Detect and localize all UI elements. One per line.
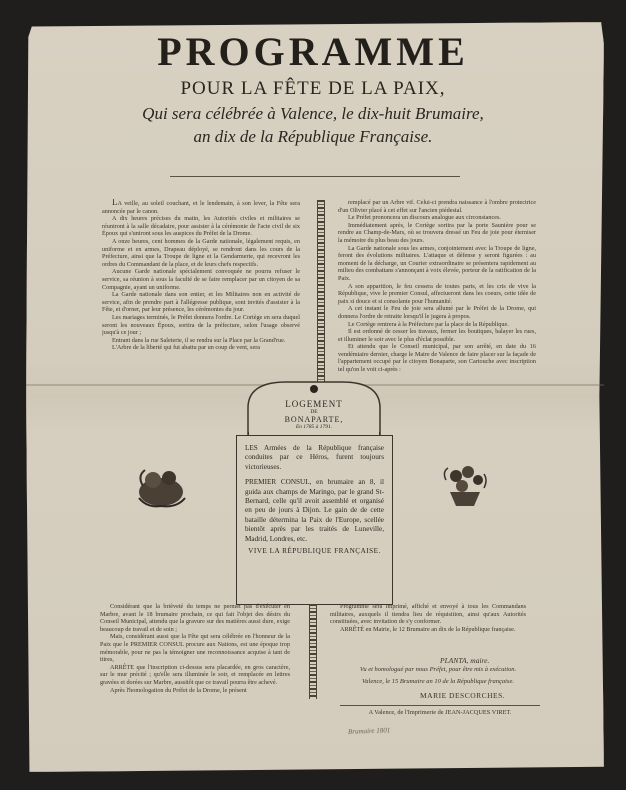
paragraph: Programme sera imprimé, affiché et envoyé à tous les Commandans militaires, auxquels il tiendra lieu de réquisition, ainsi qu'aux Autorités constituées, avec invitation de s'y conformer. xyxy=(330,603,526,626)
column-ornament xyxy=(309,604,317,699)
top-left-column xyxy=(102,199,300,389)
inscription-paragraph: LES Armées de la République française conduites par ce Héros, furent toujours victorieuses. xyxy=(245,444,384,471)
cherub-vignette-icon xyxy=(133,462,189,512)
inscription-motto: VIVE LA RÉPUBLIQUE FRANÇAISE. xyxy=(248,547,381,556)
paragraph: La Garde nationale sous les armes, conjointement avec la Troupe de ligne, feront des évolutions militaires. L'attaque et défense y seront figurées : au moment de la décharge, un Courier extraordinaire se présentera rapidement au milieu des combattans s'annonçant à voix élevée, porteur de la ratification de la Paix. xyxy=(338,244,536,282)
tablet-line-3: BONAPARTE, xyxy=(284,415,344,424)
paragraph: A son apparition, le feu cessera de toutes parts, et les cris de vive la République, vive le premier Consul, affectueront dans les coeurs, cette idée de paix si douce et si consolante pour l'humanité. xyxy=(338,282,536,305)
imprint-rule xyxy=(340,705,540,706)
tablet-line-1: LOGEMENT xyxy=(285,399,343,409)
paragraph: Le Cortège rentrera à la Préfecture par la place de la République. xyxy=(348,320,509,328)
mayor-signature: PLANTA, maire. xyxy=(440,656,490,665)
pencil-annotation: Brumaire 1801 xyxy=(347,726,391,736)
paragraph: Entrant dans la rue Saleterie, il se rendra sur la Place par la Grand'rue. xyxy=(112,336,286,344)
paragraph: Aucune Garde nationale spécialement convoquée ne pourra refuser le service, sa réunion à sous la faculté de se faire remplacer par un citoyen de sa Compagnie, ayant un uniforme. xyxy=(102,268,300,291)
paragraph: ARRÊTE que l'inscription ci-dessus sera placardée, en gros caractère, sur le mur précité ; qu'elle sera illuminée le soir, et remplacée en lettres gravées et dorées sur Marbre, aussitôt que ce travail pourra être achevé. xyxy=(100,663,290,686)
top-right-column xyxy=(338,199,536,389)
paragraph: LA veille, au soleil couchant, et le lendemain, à son lever, la Fête sera annoncée par le canon. xyxy=(102,199,300,215)
header-line-4: an dix de la République Française. xyxy=(193,127,433,146)
paragraph: Le Préfet prononcera un discours analogue aux circonstances. xyxy=(348,214,501,222)
paragraph: Mais, considérant aussi que la Fête qui sera célébrée en l'honneur de la Paix que le PREMIER CONSUL procure aux Nations, est une époque trop mémorable, pour ne pas la témoigner une reconnoissance acquise à tant de titres, xyxy=(100,633,290,664)
tablet-line-2: DE xyxy=(310,409,318,415)
flower-basket-vignette-icon xyxy=(440,462,490,512)
tablet-line-4: En 1785 à 1791. xyxy=(295,424,333,430)
paragraph: A onze heures, cent hommes de la Garde nationale, légalement requis, en uniforme et en armes, Drapeau déployé, se rendront dans les cours de la Préfecture, ainsi que la Troupe de ligne et la Gendarmerie, qui recevront les ordres du Commandant de la place, et de leurs chefs respectifs. xyxy=(102,237,300,268)
page-subtitle: POUR LA FÊTE DE LA PAIX, xyxy=(180,78,446,99)
paragraph: L'Arbre de la liberté qui fut abattu par un coup de vent, sera xyxy=(112,344,261,352)
page-title: PROGRAMME xyxy=(157,29,469,74)
paragraph: Les mariages terminés, le Préfet donnera l'ordre. Le Cortège en sera duquel seront les nouveaux Époux, sortira de la préfecture, selon l'usage observé jusqu'à ce jour ; xyxy=(102,313,300,337)
paragraph: La Garde nationale dans son entier, et les Militaires non en activité de service, afin de prendre part à l'allégresse publique, sont invités d'assister à la Fête, et d'orner, par leur présence, les cérémonies du jour. xyxy=(102,291,300,314)
header-rule xyxy=(170,176,460,177)
paragraph: Immédiatement après, le Cortège sortira par la porte Saunière pour se rendre au Champ-de-Mars, où se trouvera dressé un Feu de joie pour éterniser la mémoire du plus beau des jours. xyxy=(338,221,536,244)
paragraph: Il est ordonné de cesser les travaux, fermer les boutiques, balayer les rues, et illuminer le soir avec le plus d'éclat possible. xyxy=(338,328,536,343)
header-line-3: Qui sera célébrée à Valence, le dix-huit Brumaire, xyxy=(142,104,484,123)
paragraph: Après l'homologation du Préfet de la Drome, le présent xyxy=(110,686,247,694)
inscription-paragraph: PREMIER CONSUL, en brumaire an 8, il guida aux champs de Maringo, par le grand St-Bernard, celle qu'il avoit assemblé et organisé en peu de jours à Dijon. Le gain de de cette bataille détermina la Paix de l'Europe, scellée bientôt après par les traités de Luneville, Madrid, Londres, etc. xyxy=(245,478,384,543)
homologation-line: Vu et homologué par nous Préfet, pour être mis à exécution. xyxy=(359,666,517,673)
paragraph: Et attendu que le Conseil municipal, par son arrêté, en date du 16 vendémiaire dernier, charge le Maire de Valence de faire placer sur la façade de l'appartement occupé par le citoyen Bonaparte, son Cartouche avec inscription tel qu'on le voit ci-après : xyxy=(338,343,536,374)
homologation-date: Valence, le 15 Brumaire an 10 de la République française. xyxy=(362,678,514,685)
prefect-signature: MARIE DESCORCHES. xyxy=(420,691,506,700)
inscription-box xyxy=(236,435,393,605)
paragraph: remplacé par un Arbre vif. Celui-ci prendra naissance à l'ombre protectrice d'un Olivier placé à cet effet sur l'ancien piédestal. xyxy=(338,199,536,214)
paragraph: A cet instant le Feu de joie sera allumé par le Préfet de la Drome, qui donnera l'ordre de retraite lorsqu'il le jugera à propos. xyxy=(338,305,536,320)
paragraph: Considérant que la brièveté du temps ne permet pas d'exécuter en Marbre, avant le 18 brumaire prochain, ce qui fait l'objet des désirs du Conseil Municipal, attendu que la gravure sur des matières aussi dure, exige beaucoup de travail et de soin ; xyxy=(100,603,290,633)
tablet-heading xyxy=(279,399,349,430)
paragraph: A dix heures précises du matin, les Autorités civiles et militaires se réuniront à la salle décadaire, pour assister à la cérémonie de l'acte civil de six Époux qui s'uniront sous les auspices du Préfet de la Drome. xyxy=(102,215,300,238)
bottom-right-column xyxy=(330,603,526,653)
bottom-left-column xyxy=(100,603,290,723)
printer-imprint: A Valence, de l'Imprimerie de JEAN-JACQUES VIRET. xyxy=(368,709,512,716)
column-ornament xyxy=(317,200,325,385)
paragraph: ARRÊTÉ en Mairie, le 12 Brumaire an dix de la République française. xyxy=(340,625,516,633)
